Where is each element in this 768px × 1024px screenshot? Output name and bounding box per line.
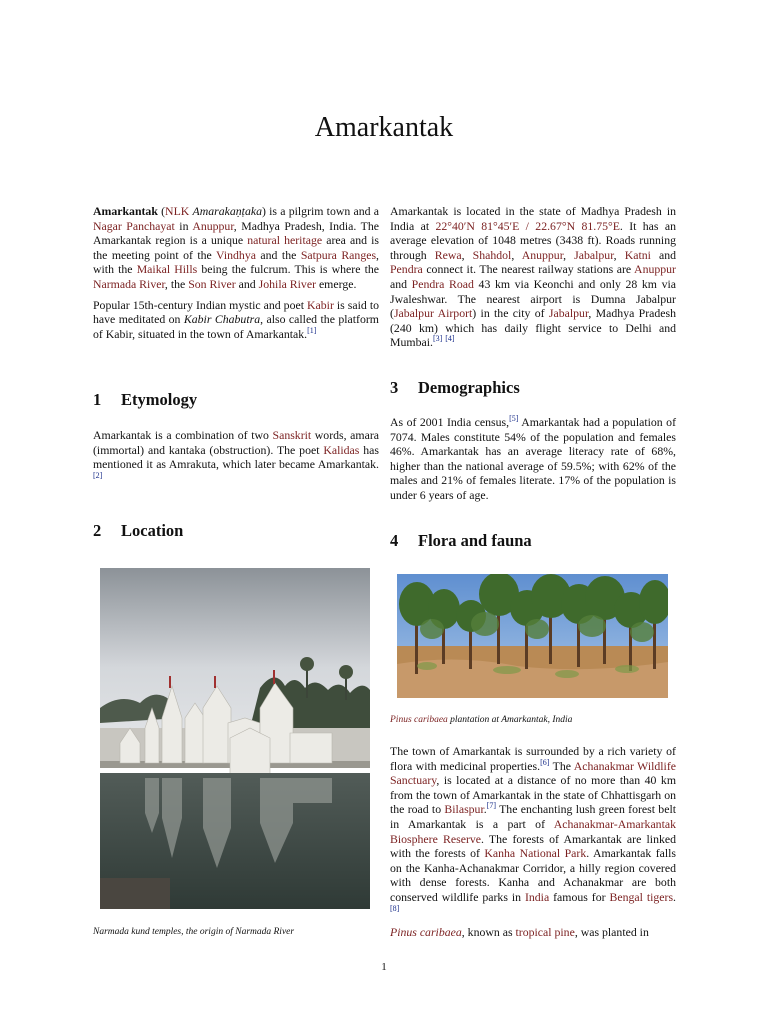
narmada-kund-temples-photo — [100, 568, 370, 909]
link-maikal-hills[interactable]: Maikal Hills — [136, 262, 198, 277]
citation-8[interactable]: [8] — [390, 903, 400, 913]
page-number: 1 — [381, 961, 387, 973]
flora-paragraph-2: Pinus caribaea, known as tropical pine, was planted in — [390, 925, 649, 940]
location-section — [390, 204, 676, 356]
link-shahdol[interactable]: Shahdol — [472, 247, 512, 262]
link-kabir[interactable]: Kabir — [307, 297, 334, 312]
citation-6[interactable]: [6] — [540, 757, 550, 767]
link-vindhya[interactable]: Vindhya — [216, 247, 256, 262]
citation-4[interactable]: [4] — [445, 334, 455, 344]
citation-1[interactable]: [1] — [307, 325, 317, 335]
link-jabalpur-airport[interactable]: Jabalpur Airport — [393, 306, 473, 321]
link-natural-heritage[interactable]: natural heritage — [247, 233, 323, 248]
flora-section — [390, 744, 676, 946]
link-katni[interactable]: Katni — [624, 247, 651, 262]
link-biosphere-reserve[interactable]: Achanakmar-Amarkantak Biosphere Reserve — [390, 816, 676, 846]
link-pendra[interactable]: Pendra — [390, 262, 423, 277]
link-kalidas[interactable]: Kalidas — [323, 442, 360, 457]
page-title: Amarkantak — [314, 112, 454, 143]
link-india[interactable]: India — [524, 889, 550, 904]
location-paragraph: Amarkantak is located in the state of Madhya Pradesh in India at 22°40′N 81°45′E / 22.67°N 81.75°E. It has an average elevation of 1048 metres (3438 ft). Roads running through Rewa, Shahdol, Anuppur, Jabalpur, Katni and Pendra connect it. The nearest railway stations are Anuppur and Pendra Road 43 km via Keonchi and only 28 km via Jwaleshwar. The nearest airport is Dumna Jabalpur (Jabalpur Airport) in the city of Jabalpur, Madhya Pradesh (240 km) which has daily flight service to Delhi and Mumbai.[3] [4] — [390, 204, 677, 350]
link-satpura-ranges[interactable]: Satpura Ranges — [300, 247, 377, 262]
section-heading-flora-fauna: 4 Flora and fauna — [390, 531, 532, 550]
intro-paragraph-2: Popular 15th-century Indian mystic and poet Kabir is said to have meditated on Kabir Chabutra, also called the platform of Kabir, situated in the town of Amarkantak.[1] — [93, 297, 379, 341]
link-jabalpur-city[interactable]: Jabalpur — [548, 306, 589, 321]
link-tropical-pine[interactable]: tropical pine — [515, 925, 575, 940]
link-bilaspur[interactable]: Bilaspur — [444, 802, 484, 817]
etymology-section — [93, 428, 379, 492]
intro-paragraph-1: Amarkantak (NLK Amarakaṇṭaka) is a pilgrim town and a Nagar Panchayat in Anuppur, Madhya Pradesh, India. The Amarkantak region is a unique natural heritage area and is the meeting point of the Vindhya and the Satpura Ranges, with the Maikal Hills being the fulcrum. This is where the Narmada River, the Son River and Johila River emerge. — [93, 204, 379, 291]
link-nagar-panchayat[interactable]: Nagar Panchayat — [93, 218, 175, 233]
link-pinus-caribaea[interactable]: Pinus caribaea — [390, 925, 462, 940]
etymology-paragraph: Amarkantak is a combination of two Sanskrit words, amara (immortal) and kantaka (obstruction). The poet Kalidas has mentioned it as Amrakuta, which later became Amarkantak.[2] — [93, 428, 379, 480]
temple-photo-caption: Narmada kund temples, the origin of Narmada River — [93, 927, 295, 937]
link-anuppur-2[interactable]: Anuppur — [521, 247, 564, 262]
link-coordinates[interactable]: 22°40′N 81°45′E / 22.67°N 81.75°E — [435, 218, 620, 233]
link-pinus-caribaea-caption[interactable]: Pinus caribaea — [390, 715, 448, 725]
pinus-plantation-photo — [397, 574, 668, 698]
citation-2[interactable]: [2] — [93, 470, 103, 480]
link-jabalpur[interactable]: Jabalpur — [574, 247, 614, 262]
citation-5[interactable]: [5] — [509, 414, 519, 424]
link-bengal-tigers[interactable]: Bengal tigers — [609, 889, 674, 904]
demographics-paragraph: As of 2001 India census,[5] Amarkantak had a population of 7074. Males constitute 54% of the population and females 46%. Amarkantak has an average literacy rate of 68%, higher than the national average of 59.5%; with 62% of the males and 21% of females literate. 17% of the population is under 6 years of age. — [390, 414, 676, 502]
link-kanha-national-park[interactable]: Kanha National Park — [484, 846, 587, 861]
forest-photo-caption: Pinus caribaea plantation at Amarkantak, India — [390, 715, 573, 725]
link-sanskrit[interactable]: Sanskrit — [272, 428, 312, 442]
link-johila-river[interactable]: Johila River — [258, 276, 316, 291]
link-rewa[interactable]: Rewa — [434, 247, 462, 262]
section-heading-etymology: 1 Etymology — [93, 390, 198, 409]
link-narmada-river[interactable]: Narmada River — [93, 276, 165, 291]
section-heading-location: 2 Location — [93, 521, 184, 540]
flora-paragraph-1: The town of Amarkantak is surrounded by a rich variety of flora with medicinal properties.[6] The Achanakmar Wildlife Sanctuary, is located at a distance of no more than 40 km from the town of Amarkantak in the state of Chhattisgarh on the road to Bilaspur.[7] The enchanting lush green forest belt in Amarkantak is a part of Achanakmar-Amarkantak Biosphere Reserve. The forests of Amarkantak are linked with the forests of Kanha National Park. Amarkantak falls on the Kanha-Achanakmar Corridor, a hilly region covered with dense forests. Kanha and Achanakmar are both conserved wildlife parks in India famous for Bengal tigers.[8] — [390, 744, 677, 913]
link-pendra-road[interactable]: Pendra Road — [411, 276, 474, 291]
section-heading-demographics: 3 Demographics — [390, 378, 520, 397]
link-nlk[interactable]: NLK — [165, 204, 190, 218]
citation-3[interactable]: [3] — [432, 334, 443, 344]
citation-7[interactable]: [7] — [486, 801, 497, 811]
link-anuppur-station[interactable]: Anuppur — [634, 262, 676, 277]
link-anuppur[interactable]: Anuppur — [192, 218, 234, 233]
link-son-river[interactable]: Son River — [188, 276, 236, 291]
intro-section — [93, 204, 379, 347]
link-achanakmar-sanctuary[interactable]: Achanakmar Wildlife Sanctuary — [390, 758, 676, 788]
demographics-section — [390, 415, 676, 509]
